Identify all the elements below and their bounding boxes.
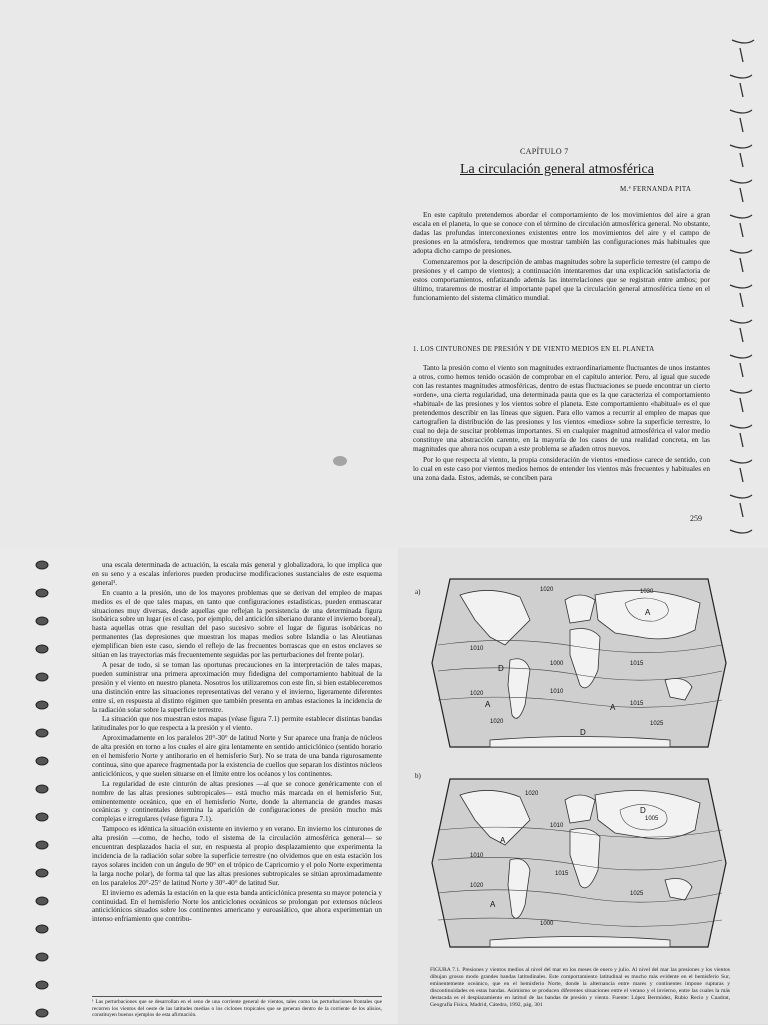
isobar-label: 1015 [630, 701, 644, 707]
isobar-label: 1010 [470, 853, 484, 859]
isobar-label: 1010 [550, 823, 564, 829]
pressure-center-label: A [500, 836, 506, 845]
pressure-center-label: D [640, 806, 646, 815]
isobar-label: 1020 [470, 691, 484, 697]
body-paragraph: El invierno es además la estación en la que esta banda anticiclónica presenta su mayor potencia y continuidad. En el hemisferio Norte los anticiclones oceánicos se prolongan por extensos núcleos anticiclónicos situados sobre los continentes americano y euroasiático, que ahora experimentan un intenso enfriamiento que contribu- [92, 888, 382, 924]
spiral-binding-right-icon [722, 30, 762, 550]
chapter-title: La circulación general atmosférica [460, 162, 654, 177]
section-heading: 1. LOS CINTURONES DE PRESIÓN Y DE VIENTO MEDIOS EN EL PLANETA [413, 346, 655, 353]
pressure-center-label: D [498, 664, 504, 673]
isobar-label: 1000 [550, 661, 564, 667]
intro-paragraph: En este capítulo pretendemos abordar el comportamiento de los movimientos del aire a gran escala en el planeta, lo que se conoce con el término de circulación atmosférica general. No obstante, dadas las profundas interconexiones existentes entre los movimientos del aire y el campo de presiones en la atmósfera, tendremos que mostrar también las configuraciones más habituales que adopta dicho campo de presiones. [413, 210, 710, 255]
body-paragraph: una escala determinada de actuación, la escala más general y globalizadora, lo que implica que en su seno y a escalas inferiores pueden producirse modificaciones sustanciales de este esquema general¹. [92, 561, 382, 587]
pressure-center-label: A [645, 608, 651, 617]
ink-smudge [333, 456, 347, 466]
isobar-label: 1025 [650, 721, 664, 727]
pressure-map-july [430, 775, 728, 951]
body-paragraph: Aproximadamente en los paralelos 20°-30° de latitud Norte y Sur aparece una franja de núcleos de alta presión en torno a los cuales el aire gira lentamente en sentido anticiclónico (sentido horario en el hemisferio Norte y antihorario en el hemisferio Sur). No se trata de una banda rigurosamente continua, sino que aparece fragmentada por la existencia de cuellos que separan los distintos núcleos anticiclónicos, y que suelen situarse en el límite entre los océanos y los continentes. [92, 734, 382, 778]
pressure-map-january [430, 575, 728, 751]
pressure-center-label: A [610, 703, 616, 712]
pressure-center-label: D [580, 728, 586, 737]
map-a-label: a) [415, 588, 421, 596]
isobar-label: 1025 [630, 891, 644, 897]
isobar-label: 1020 [470, 883, 484, 889]
isobar-label: 1010 [550, 689, 564, 695]
isobar-label: 1015 [630, 661, 644, 667]
isobar-label: 1020 [540, 587, 554, 593]
pressure-center-label: A [490, 900, 496, 909]
intro-paragraph: Comenzaremos por la descripción de ambas magnitudes sobre la superficie terrestre (el campo de presiones y el campo de vientos); a continuación intentaremos dar una explicación satisfactoria de estos comportamientos, enfatizando además las interrelaciones que se registran entre ambos; por último, trataremos de mostrar el importante papel que la circulación general atmosférica tiene en el funcionamiento del sistema climático mundial. [413, 257, 710, 302]
body-paragraph: Por lo que respecta al viento, la propia consideración de vientos «medios» carece de sentido, con lo cual en este caso por vientos medios hemos de entender los vientos más frecuentes y habituales en una zona dada. Estos, además, se conciben para [413, 455, 710, 482]
figure-caption: FIGURA 7.1. Presiones y vientos medios al nivel del mar en los meses de enero y julio. Al nivel del mar las presiones y los vientos dibujan grosso modo grandes bandas latitudinales. Este comportamiento latitudinal es mucho más evidente en el hemisferio Sur, eminentemente oceánico, que en el hemisferio Norte, donde la alternancia entre mares y continentes impone rupturas y discontinuidades en estas bandas. Asimismo se producen diferentes situaciones entre el verano y el invierno, entre las cuales la más destacada es el desplazamiento en latitud de las bandas de presión y viento. Fuente: López Bermúdez, Rubio Recio y Cuadrat, Geografía Física, Madrid, Cátedra, 1992, pág. 301 [430, 967, 730, 1008]
map-b-label: b) [415, 772, 421, 780]
page-number: 259 [690, 514, 702, 523]
isobar-label: 1005 [645, 816, 659, 822]
author-name: M.ª FERNANDA PITA [620, 185, 692, 193]
section-body [413, 363, 710, 484]
isobar-label: 1020 [490, 719, 504, 725]
chapter-label: CAPÍTULO 7 [520, 147, 569, 156]
isobar-label: 1020 [525, 791, 539, 797]
body-paragraph: La situación que nos muestran estos mapas (véase figura 7.1) permite establecer distintas bandas latitudinales por lo que respecta a la presión y el viento. [92, 715, 382, 733]
spiral-binding-left-icon [22, 555, 58, 1025]
pressure-center-label: A [485, 700, 491, 709]
isobar-label: 1010 [470, 646, 484, 652]
left-page-text [92, 561, 382, 925]
isobar-label: 1030 [640, 589, 654, 595]
body-paragraph: La regularidad de este cinturón de altas presiones —al que se conoce genéricamente con el nombre de las altas presiones subtropicales— está mucho más marcada en el hemisferio Sur, eminentemente oceánico, que en el hemisferio Norte, donde la alternancia de grandes masas oceánicas y continentales determina la aparición de configuraciones de presión mucho más complejas e irregulares (véase figura 7.1). [92, 779, 382, 824]
isobar-label: 1000 [540, 921, 554, 927]
intro-text [413, 210, 710, 304]
body-paragraph: Tampoco es idéntica la situación existente en invierno y en verano. En invierno los cinturones de alta presión —como, de hecho, todo el sistema de la circulación atmosférica general— se encuentran desplazados hacia el sur, en respuesta al propio desplazamiento que experimenta la incidencia de la radiación solar sobre la superficie terrestre (no olvidemos que en esta estación los rayos solares inciden con un ángulo de 90° en el trópico de Capricornio y el polo Norte experimenta la larga noche polar), de forma tal que las altas presiones subtropicales se sitúan aproximadamente en los paralelos 20°-25° de latitud Norte y 30°-40° de latitud Sur. [92, 825, 382, 887]
body-paragraph: En cuanto a la presión, uno de los mayores problemas que se derivan del empleo de mapas medios es el de que tales mapas, en tanto que configuraciones estadísticas, pueden enmascarar situaciones muy diversas, desde aquellas que reflejan la persistencia de una determinada figura isobárica sobre un lugar (es el caso, por ejemplo, del anticiclón siberiano durante el invierno boreal), hasta aquellas otras que resultan del paso sucesivo sobre el lugar de figuras isobáricas no permanentes (las depresiones que muestran los mapas medios sobre Islandia o las Aleutianas ejemplifican bien este caso, siendo el reflejo de las frecuentes borrascas que en estos enclaves se sitúan en las trayectorias más frecuentemente seguidas por las perturbaciones del frente polar). [92, 588, 382, 660]
body-paragraph: A pesar de todo, si se toman las oportunas precauciones en la interpretación de tales mapas, pueden suministrar una primera aproximación muy fidedigna del comportamiento habitual de la presión y el viento en nuestro planeta. Nosotros los utilizaremos con este fin, si bien estableceremos una distinción entre las situaciones representativas del verano y el invierno, ligeramente diferentes entre sí, en respuesta al distinto régimen que también presenta en ambas estaciones la incidencia de la radiación solar sobre la superficie terrestre. [92, 660, 382, 714]
isobar-label: 1015 [555, 871, 569, 877]
footnote: ¹ Las perturbaciones que se desarrollan en el seno de una corriente general de vientos, tales como las perturbaciones frontales que recorren los vientos del oeste de las latitudes medias o los ciclones tropicales que se generan dentro de la corriente de los alisios, constituyen buenos ejemplos de esta afirmación. [92, 996, 382, 1019]
body-paragraph: Tanto la presión como el viento son magnitudes extraordinariamente fluctuantes de unos instantes a otros, como hemos tenido ocasión de comprobar en el capítulo anterior. Pero, al igual que sucede con las restantes magnitudes atmosféricas, dentro de estas fluctuaciones se puede encontrar un cierto «orden», una cierta regularidad, una determinada pauta que es la que caracteriza el comportamiento «habitual» de las presiones y los vientos sobre el planeta. Este comportamiento «habitual» es el que pretendemos describir en las líneas que siguen. Para ello vamos a recurrir al empleo de mapas que cartografíen la distribución de las presiones y los vientos «medios» sobre la superficie terrestre, lo cual no deja de suscitar problemas importantes. Si en cualquier magnitud atmosférica el valor medio constituye una abstracción carente, en la mayoría de los casos de una realidad concreta, en las magnitudes que ahora nos ocupan a este problema se añaden otros nuevos. [413, 363, 710, 453]
